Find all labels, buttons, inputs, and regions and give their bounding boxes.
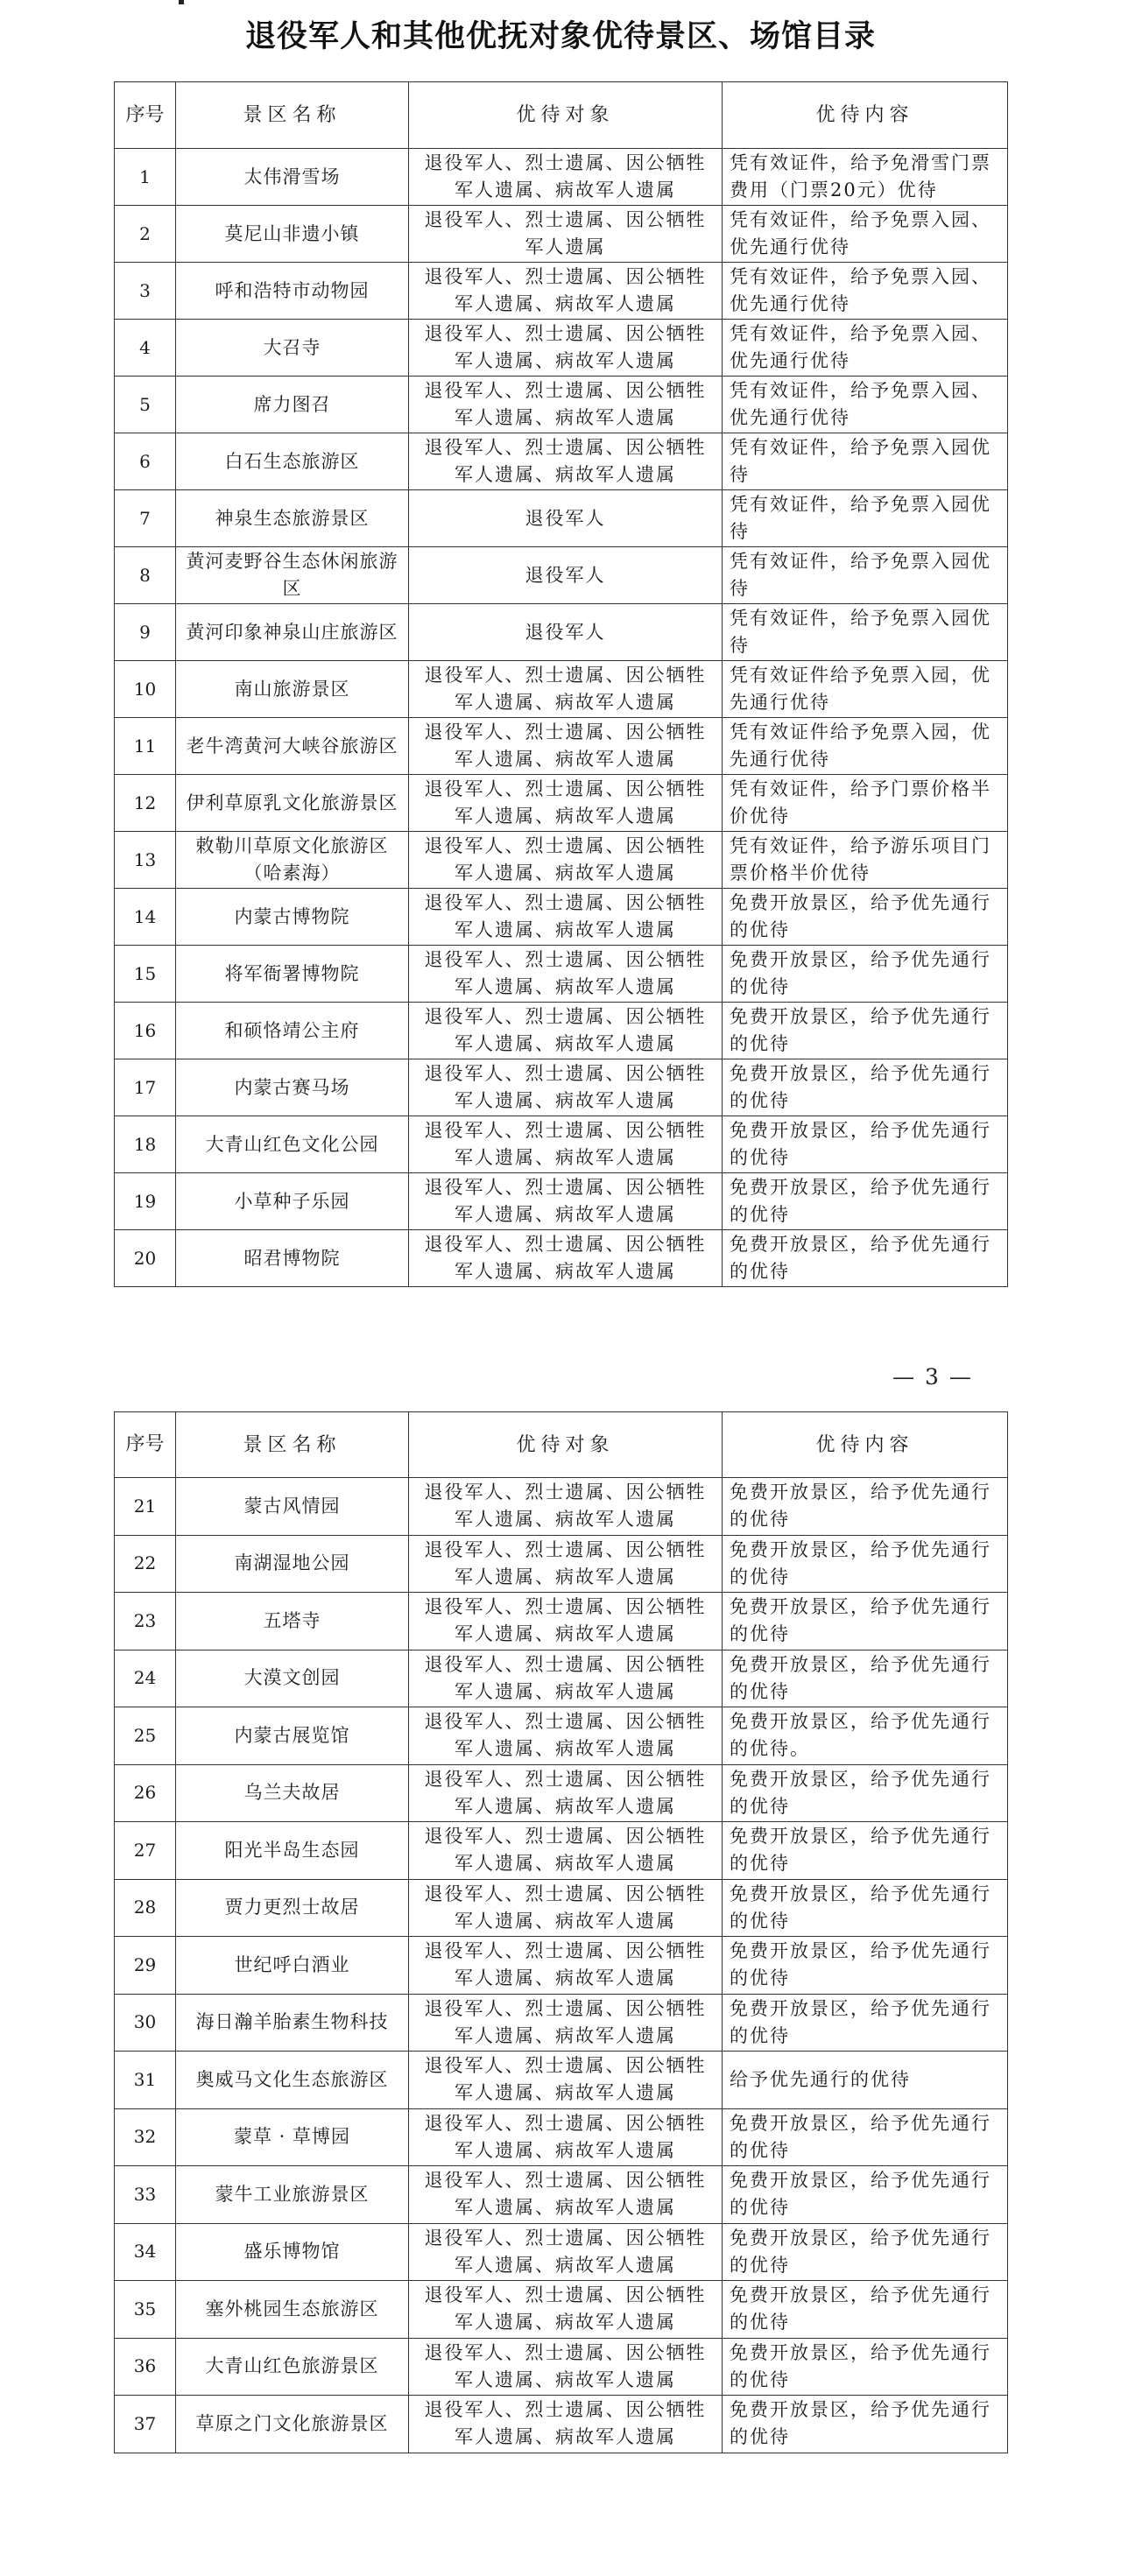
- table-row: [115, 2223, 1008, 2281]
- row-scenic-name: 小草种子乐园: [176, 1173, 409, 1230]
- row-scenic-name: 敕勒川草原文化旅游区（哈素海）: [176, 832, 409, 889]
- row-scenic-name: 呼和浩特市动物园: [176, 263, 409, 320]
- row-target: 退役军人、烈士遗属、因公牺牲军人遗属、病故军人遗属: [409, 1003, 723, 1059]
- row-content: 免费开放景区，给予优先通行的优待: [723, 1003, 1008, 1059]
- row-seq: 3: [115, 263, 176, 320]
- row-scenic-name: 乌兰夫故居: [176, 1764, 409, 1822]
- row-seq: 18: [115, 1116, 176, 1173]
- table-row: [115, 1535, 1008, 1593]
- row-content: 免费开放景区，给予优先通行的优待。: [723, 1707, 1008, 1765]
- table-row: [115, 1994, 1008, 2052]
- row-scenic-name: 塞外桃园生态旅游区: [176, 2281, 409, 2339]
- row-seq: 30: [115, 1994, 176, 2052]
- header-name: 景区名称: [176, 82, 409, 149]
- table-header-row: [115, 82, 1008, 149]
- row-content: 免费开放景区，给予优先通行的优待: [723, 2223, 1008, 2281]
- row-scenic-name: 白石生态旅游区: [176, 433, 409, 490]
- row-target: 退役军人、烈士遗属、因公牺牲军人遗属、病故军人遗属: [409, 1822, 723, 1880]
- table-row: [115, 263, 1008, 320]
- row-scenic-name: 大青山红色旅游景区: [176, 2338, 409, 2396]
- header-seq: 序号: [115, 82, 176, 149]
- row-content: 免费开放景区，给予优先通行的优待: [723, 1822, 1008, 1880]
- row-content: 凭有效证件，给予免票入园优待: [723, 433, 1008, 490]
- row-scenic-name: 南湖湿地公园: [176, 1535, 409, 1593]
- row-target: 退役军人、烈士遗属、因公牺牲军人遗属、病故军人遗属: [409, 1116, 723, 1173]
- row-content: 免费开放景区，给予优先通行的优待: [723, 889, 1008, 946]
- row-content: 凭有效证件，给予免滑雪门票费用（门票20元）优待: [723, 149, 1008, 206]
- row-target: 退役军人、烈士遗属、因公牺牲军人遗属、病故军人遗属: [409, 775, 723, 832]
- row-target: 退役军人、烈士遗属、因公牺牲军人遗属: [409, 206, 723, 263]
- page-number: — 3 —: [892, 1364, 973, 1390]
- row-seq: 32: [115, 2108, 176, 2166]
- row-seq: 27: [115, 1822, 176, 1880]
- row-scenic-name: 大青山红色文化公园: [176, 1116, 409, 1173]
- table-row: [115, 718, 1008, 775]
- row-seq: 6: [115, 433, 176, 490]
- row-seq: 33: [115, 2166, 176, 2224]
- header-target: 优待对象: [409, 82, 723, 149]
- row-scenic-name: 内蒙古博物院: [176, 889, 409, 946]
- row-content: 免费开放景区，给予优先通行的优待: [723, 1764, 1008, 1822]
- row-content: 凭有效证件，给予免票入园优待: [723, 490, 1008, 547]
- row-seq: 31: [115, 2052, 176, 2109]
- row-scenic-name: 伊利草原乳文化旅游景区: [176, 775, 409, 832]
- row-target: 退役军人、烈士遗属、因公牺牲军人遗属、病故军人遗属: [409, 946, 723, 1003]
- row-seq: 24: [115, 1650, 176, 1707]
- row-content: 免费开放景区，给予优先通行的优待: [723, 2396, 1008, 2453]
- row-target: 退役军人、烈士遗属、因公牺牲军人遗属、病故军人遗属: [409, 1230, 723, 1287]
- row-scenic-name: 世纪呼白酒业: [176, 1937, 409, 1995]
- table-row: [115, 1650, 1008, 1707]
- row-target: 退役军人、烈士遗属、因公牺牲军人遗属、病故军人遗属: [409, 2166, 723, 2224]
- row-target: 退役军人、烈士遗属、因公牺牲军人遗属、病故军人遗属: [409, 1764, 723, 1822]
- table-row: [115, 1593, 1008, 1650]
- header-target: 优待对象: [409, 1412, 723, 1478]
- corner-mark: [179, 0, 184, 4]
- row-seq: 21: [115, 1478, 176, 1536]
- row-scenic-name: 阳光半岛生态园: [176, 1822, 409, 1880]
- row-content: 凭有效证件给予免票入园，优先通行优待: [723, 718, 1008, 775]
- row-seq: 17: [115, 1059, 176, 1116]
- row-content: 凭有效证件，给予游乐项目门票价格半价优待: [723, 832, 1008, 889]
- row-target: 退役军人、烈士遗属、因公牺牲军人遗属、病故军人遗属: [409, 2338, 723, 2396]
- header-content: 优待内容: [723, 82, 1008, 149]
- row-target: 退役军人、烈士遗属、因公牺牲军人遗属、病故军人遗属: [409, 2281, 723, 2339]
- row-seq: 36: [115, 2338, 176, 2396]
- row-target: 退役军人、烈士遗属、因公牺牲军人遗属、病故军人遗属: [409, 263, 723, 320]
- table-row: [115, 1478, 1008, 1536]
- row-content: 免费开放景区，给予优先通行的优待: [723, 946, 1008, 1003]
- row-seq: 12: [115, 775, 176, 832]
- row-target: 退役军人、烈士遗属、因公牺牲军人遗属、病故军人遗属: [409, 889, 723, 946]
- row-target: 退役军人、烈士遗属、因公牺牲军人遗属、病故军人遗属: [409, 1994, 723, 2052]
- table-row: [115, 775, 1008, 832]
- row-target: 退役军人、烈士遗属、因公牺牲军人遗属、病故军人遗属: [409, 149, 723, 206]
- table-row: [115, 2338, 1008, 2396]
- row-seq: 28: [115, 1879, 176, 1937]
- row-seq: 7: [115, 490, 176, 547]
- row-target: 退役军人、烈士遗属、因公牺牲军人遗属、病故军人遗属: [409, 1478, 723, 1536]
- row-content: 凭有效证件给予免票入园，优先通行优待: [723, 661, 1008, 718]
- row-content: 凭有效证件，给予免票入园、优先通行优待: [723, 263, 1008, 320]
- row-seq: 29: [115, 1937, 176, 1995]
- row-content: 免费开放景区，给予优先通行的优待: [723, 1116, 1008, 1173]
- row-target: 退役军人、烈士遗属、因公牺牲军人遗属、病故军人遗属: [409, 661, 723, 718]
- table-row: [115, 2166, 1008, 2224]
- row-seq: 34: [115, 2223, 176, 2281]
- row-content: 给予优先通行的优待: [723, 2052, 1008, 2109]
- row-scenic-name: 莫尼山非遗小镇: [176, 206, 409, 263]
- row-content: 免费开放景区，给予优先通行的优待: [723, 2338, 1008, 2396]
- row-seq: 4: [115, 320, 176, 377]
- table-row: [115, 1879, 1008, 1937]
- row-scenic-name: 老牛湾黄河大峡谷旅游区: [176, 718, 409, 775]
- row-scenic-name: 五塔寺: [176, 1593, 409, 1650]
- row-scenic-name: 黄河麦野谷生态休闲旅游区: [176, 547, 409, 604]
- row-seq: 1: [115, 149, 176, 206]
- row-seq: 20: [115, 1230, 176, 1287]
- table-row: [115, 2396, 1008, 2453]
- row-target: 退役军人: [409, 604, 723, 661]
- row-target: 退役军人、烈士遗属、因公牺牲军人遗属、病故军人遗属: [409, 2052, 723, 2109]
- table-row: [115, 320, 1008, 377]
- row-target: 退役军人、烈士遗属、因公牺牲军人遗属、病故军人遗属: [409, 377, 723, 433]
- table-row: [115, 946, 1008, 1003]
- row-content: 凭有效证件，给予门票价格半价优待: [723, 775, 1008, 832]
- table-row: [115, 1937, 1008, 1995]
- row-content: 凭有效证件，给予免票入园、优先通行优待: [723, 320, 1008, 377]
- table-row: [115, 1764, 1008, 1822]
- row-scenic-name: 神泉生态旅游景区: [176, 490, 409, 547]
- row-scenic-name: 和硕恪靖公主府: [176, 1003, 409, 1059]
- row-content: 免费开放景区，给予优先通行的优待: [723, 1879, 1008, 1937]
- row-content: 免费开放景区，给予优先通行的优待: [723, 2108, 1008, 2166]
- table-row: [115, 889, 1008, 946]
- table-row: [115, 433, 1008, 490]
- row-target: 退役军人: [409, 490, 723, 547]
- row-scenic-name: 海日瀚羊胎素生物科技: [176, 1994, 409, 2052]
- row-content: 免费开放景区，给予优先通行的优待: [723, 1230, 1008, 1287]
- row-target: 退役军人、烈士遗属、因公牺牲军人遗属、病故军人遗属: [409, 1535, 723, 1593]
- row-scenic-name: 奥威马文化生态旅游区: [176, 2052, 409, 2109]
- row-seq: 14: [115, 889, 176, 946]
- row-seq: 35: [115, 2281, 176, 2339]
- row-seq: 23: [115, 1593, 176, 1650]
- table-row: [115, 1707, 1008, 1765]
- row-target: 退役军人、烈士遗属、因公牺牲军人遗属、病故军人遗属: [409, 1059, 723, 1116]
- row-content: 免费开放景区，给予优先通行的优待: [723, 1593, 1008, 1650]
- table-row: [115, 377, 1008, 433]
- row-target: 退役军人、烈士遗属、因公牺牲军人遗属、病故军人遗属: [409, 2396, 723, 2453]
- row-target: 退役军人、烈士遗属、因公牺牲军人遗属、病故军人遗属: [409, 1593, 723, 1650]
- row-content: 免费开放景区，给予优先通行的优待: [723, 2166, 1008, 2224]
- header-seq: 序号: [115, 1412, 176, 1478]
- row-content: 凭有效证件，给予免票入园优待: [723, 547, 1008, 604]
- table-body-page2: [115, 1478, 1008, 2453]
- row-scenic-name: 蒙古风情园: [176, 1478, 409, 1536]
- row-scenic-name: 内蒙古展览馆: [176, 1707, 409, 1765]
- table-row: [115, 1822, 1008, 1880]
- row-content: 免费开放景区，给予优先通行的优待: [723, 1994, 1008, 2052]
- row-target: 退役军人、烈士遗属、因公牺牲军人遗属、病故军人遗属: [409, 1879, 723, 1937]
- row-content: 免费开放景区，给予优先通行的优待: [723, 1650, 1008, 1707]
- row-content: 凭有效证件，给予免票入园、优先通行优待: [723, 206, 1008, 263]
- row-scenic-name: 昭君博物院: [176, 1230, 409, 1287]
- row-content: 凭有效证件，给予免票入园优待: [723, 604, 1008, 661]
- row-seq: 11: [115, 718, 176, 775]
- table-row: [115, 1230, 1008, 1287]
- row-target: 退役军人、烈士遗属、因公牺牲军人遗属、病故军人遗属: [409, 2108, 723, 2166]
- row-target: 退役军人: [409, 547, 723, 604]
- table-row: [115, 149, 1008, 206]
- row-target: 退役军人、烈士遗属、因公牺牲军人遗属、病故军人遗属: [409, 1937, 723, 1995]
- table-row: [115, 1116, 1008, 1173]
- row-target: 退役军人、烈士遗属、因公牺牲军人遗属、病故军人遗属: [409, 1173, 723, 1230]
- row-seq: 37: [115, 2396, 176, 2453]
- table-row: [115, 832, 1008, 889]
- header-content: 优待内容: [723, 1412, 1008, 1478]
- row-target: 退役军人、烈士遗属、因公牺牲军人遗属、病故军人遗属: [409, 1707, 723, 1765]
- row-scenic-name: 大召寺: [176, 320, 409, 377]
- row-seq: 22: [115, 1535, 176, 1593]
- row-seq: 25: [115, 1707, 176, 1765]
- row-seq: 8: [115, 547, 176, 604]
- table-row: [115, 661, 1008, 718]
- table-row: [115, 547, 1008, 604]
- row-seq: 16: [115, 1003, 176, 1059]
- header-name: 景区名称: [176, 1412, 409, 1478]
- row-seq: 2: [115, 206, 176, 263]
- row-scenic-name: 南山旅游景区: [176, 661, 409, 718]
- row-content: 免费开放景区，给予优先通行的优待: [723, 2281, 1008, 2339]
- table-row: [115, 2052, 1008, 2109]
- table-row: [115, 2108, 1008, 2166]
- table-row: [115, 1173, 1008, 1230]
- row-target: 退役军人、烈士遗属、因公牺牲军人遗属、病故军人遗属: [409, 320, 723, 377]
- row-scenic-name: 大漠文创园: [176, 1650, 409, 1707]
- row-scenic-name: 太伟滑雪场: [176, 149, 409, 206]
- row-scenic-name: 将军衙署博物院: [176, 946, 409, 1003]
- row-target: 退役军人、烈士遗属、因公牺牲军人遗属、病故军人遗属: [409, 433, 723, 490]
- table-header-row: [115, 1412, 1008, 1478]
- directory-table-page1: [114, 81, 1008, 1287]
- row-seq: 10: [115, 661, 176, 718]
- row-target: 退役军人、烈士遗属、因公牺牲军人遗属、病故军人遗属: [409, 718, 723, 775]
- row-seq: 26: [115, 1764, 176, 1822]
- row-scenic-name: 席力图召: [176, 377, 409, 433]
- row-scenic-name: 蒙草 · 草博园: [176, 2108, 409, 2166]
- row-seq: 5: [115, 377, 176, 433]
- row-seq: 9: [115, 604, 176, 661]
- row-content: 凭有效证件，给予免票入园、优先通行优待: [723, 377, 1008, 433]
- table-body-page1: [115, 149, 1008, 1287]
- row-target: 退役军人、烈士遗属、因公牺牲军人遗属、病故军人遗属: [409, 1650, 723, 1707]
- row-content: 免费开放景区，给予优先通行的优待: [723, 1478, 1008, 1536]
- table-row: [115, 490, 1008, 547]
- row-scenic-name: 盛乐博物馆: [176, 2223, 409, 2281]
- table-row: [115, 1003, 1008, 1059]
- row-content: 免费开放景区，给予优先通行的优待: [723, 1937, 1008, 1995]
- table-row: [115, 1059, 1008, 1116]
- table-row: [115, 206, 1008, 263]
- row-scenic-name: 蒙牛工业旅游景区: [176, 2166, 409, 2224]
- row-scenic-name: 内蒙古赛马场: [176, 1059, 409, 1116]
- directory-table-page2: [114, 1411, 1008, 2453]
- row-scenic-name: 草原之门文化旅游景区: [176, 2396, 409, 2453]
- row-seq: 19: [115, 1173, 176, 1230]
- row-target: 退役军人、烈士遗属、因公牺牲军人遗属、病故军人遗属: [409, 832, 723, 889]
- row-content: 免费开放景区，给予优先通行的优待: [723, 1059, 1008, 1116]
- row-scenic-name: 黄河印象神泉山庄旅游区: [176, 604, 409, 661]
- document-title: 退役军人和其他优抚对象优待景区、场馆目录: [244, 19, 876, 54]
- row-seq: 15: [115, 946, 176, 1003]
- table-row: [115, 2281, 1008, 2339]
- row-seq: 13: [115, 832, 176, 889]
- row-target: 退役军人、烈士遗属、因公牺牲军人遗属、病故军人遗属: [409, 2223, 723, 2281]
- row-content: 免费开放景区，给予优先通行的优待: [723, 1173, 1008, 1230]
- row-content: 免费开放景区，给予优先通行的优待: [723, 1535, 1008, 1593]
- row-scenic-name: 贾力更烈士故居: [176, 1879, 409, 1937]
- table-row: [115, 604, 1008, 661]
